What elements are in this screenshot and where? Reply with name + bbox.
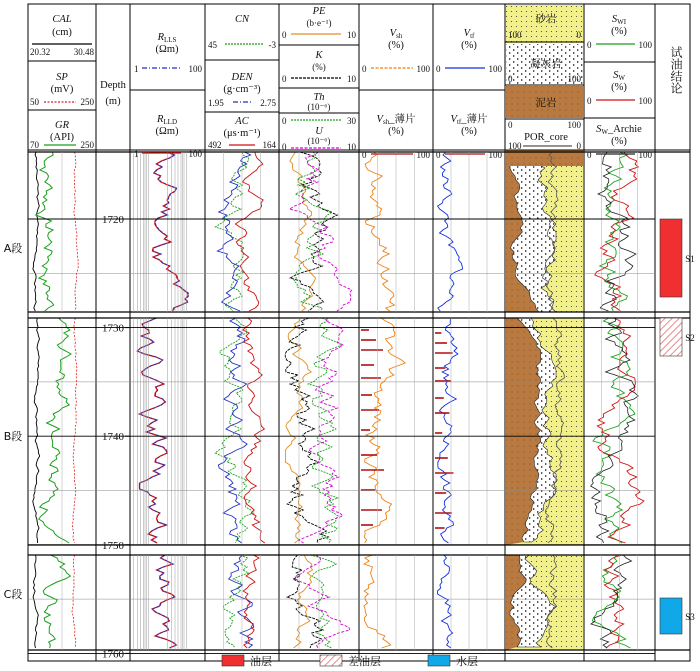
vsh-name: Vsh bbox=[389, 28, 403, 40]
den-name: DEN bbox=[231, 72, 253, 83]
litho-mud-min: 0 bbox=[508, 120, 513, 130]
sw-name: SW bbox=[613, 70, 625, 82]
pe-max: 10 bbox=[347, 30, 356, 40]
vtf-curve bbox=[438, 152, 463, 311]
legend-oil-swatch bbox=[222, 655, 244, 666]
gr-curve bbox=[36, 152, 54, 311]
cal-curve bbox=[33, 318, 40, 543]
litho-tuff-label: 凝灰岩 bbox=[530, 59, 562, 70]
gr-unit: (API) bbox=[50, 132, 74, 143]
sw-max: 100 bbox=[638, 96, 652, 106]
gr-name: GR bbox=[55, 120, 69, 131]
sp-unit: (mV) bbox=[50, 84, 74, 95]
vtf-min: 0 bbox=[436, 64, 441, 74]
vtf-unit: (%) bbox=[461, 40, 477, 51]
result-label: S3 bbox=[685, 612, 695, 622]
rlld-unit: (Ωm) bbox=[155, 126, 179, 137]
segment-label: C段 bbox=[3, 588, 23, 601]
legend-water-label: 水层 bbox=[456, 655, 478, 668]
swi-curve bbox=[592, 555, 630, 648]
depth-name: Depth bbox=[100, 80, 126, 91]
por-max: 0 bbox=[576, 141, 581, 151]
gr-max: 250 bbox=[80, 140, 94, 150]
vsh-thin-min: 0 bbox=[362, 150, 367, 160]
cn-name: CN bbox=[234, 14, 250, 25]
u-curve bbox=[299, 318, 344, 543]
vtf-thin-min: 0 bbox=[436, 150, 441, 160]
vtf-thin-max: 100 bbox=[488, 150, 502, 160]
depth-label: 1750 bbox=[102, 539, 124, 552]
result-water-box bbox=[660, 598, 682, 634]
u-curve bbox=[295, 555, 350, 648]
segment-label: A段 bbox=[3, 242, 23, 255]
ac-name: AC bbox=[235, 116, 249, 127]
gr-curve bbox=[43, 555, 70, 648]
vtf-thin-unit: (%) bbox=[461, 126, 477, 137]
result-label: S1 bbox=[685, 254, 695, 264]
sw-archie-curve bbox=[598, 152, 636, 311]
sw-archie-curve bbox=[591, 555, 632, 648]
cn-min: 45 bbox=[208, 40, 217, 50]
k-curve bbox=[285, 318, 328, 543]
depth-label: 1740 bbox=[102, 431, 124, 444]
sp-curve bbox=[74, 152, 78, 311]
sw-archie-min: 0 bbox=[587, 150, 592, 160]
sw-archie-name: SW_Archie bbox=[596, 124, 642, 136]
litho-sand-min: 100 bbox=[508, 30, 522, 40]
gr-curve bbox=[39, 318, 71, 543]
por-min: 100 bbox=[508, 141, 522, 151]
th-max: 30 bbox=[347, 116, 356, 126]
cn-curve bbox=[215, 152, 248, 311]
vsh-curve bbox=[365, 152, 394, 311]
vtf-thin-name: Vtf_薄片 bbox=[450, 114, 488, 126]
depth-label: 1720 bbox=[102, 214, 124, 226]
u-name: U bbox=[315, 126, 323, 137]
litho-tuff-min: 0 bbox=[508, 74, 513, 84]
th-curve bbox=[308, 318, 342, 543]
result-poor-oil-box bbox=[660, 318, 682, 356]
rlls-curve bbox=[153, 152, 189, 311]
depth-label: 1730 bbox=[102, 322, 124, 335]
rlld-name: RLLD bbox=[156, 114, 178, 126]
rlls-max: 100 bbox=[188, 64, 202, 74]
sp-min: 50 bbox=[30, 97, 39, 107]
sw-min: 0 bbox=[587, 96, 592, 106]
rlls-unit: (Ωm) bbox=[155, 44, 179, 55]
pe-curve bbox=[290, 152, 316, 311]
sp-max: 250 bbox=[80, 97, 94, 107]
swi-max: 100 bbox=[638, 40, 652, 50]
swi-min: 0 bbox=[587, 40, 592, 50]
vsh-min: 0 bbox=[362, 64, 367, 74]
litho-tuff-max: 100 bbox=[567, 74, 581, 84]
segment-label: B段 bbox=[3, 430, 23, 443]
legend-poor-oil-label: 差油层 bbox=[348, 655, 381, 668]
ac-max: 164 bbox=[262, 140, 276, 150]
legend-water-swatch bbox=[428, 655, 450, 666]
swi-name: SWI bbox=[611, 14, 627, 26]
ac-unit: (μs·m⁻¹) bbox=[223, 128, 261, 139]
ac-curve bbox=[243, 555, 259, 648]
result-oil-box bbox=[660, 219, 682, 297]
litho-mud-max: 100 bbox=[567, 120, 581, 130]
sp-curve bbox=[72, 555, 76, 648]
gr-min: 70 bbox=[30, 140, 39, 150]
legend-oil-label: 油层 bbox=[250, 655, 272, 668]
rlls-name: RLLS bbox=[157, 32, 177, 44]
vtf-curve bbox=[438, 555, 453, 648]
cal-max: 30.48 bbox=[73, 47, 94, 57]
ac-curve bbox=[243, 318, 265, 543]
pe-name: PE bbox=[312, 6, 326, 17]
cal-min: 20.32 bbox=[30, 47, 51, 57]
den-min: 1.95 bbox=[208, 98, 224, 108]
sp-name: SP bbox=[56, 72, 68, 83]
th-min: 0 bbox=[282, 116, 287, 126]
vsh-thin-unit: (%) bbox=[388, 126, 404, 137]
conclusion-header: 试油结论 bbox=[669, 46, 683, 94]
k-curve bbox=[287, 555, 323, 648]
sw-archie-max: 100 bbox=[638, 150, 652, 160]
sw-archie-unit: (%) bbox=[611, 136, 627, 147]
swi-unit: (%) bbox=[611, 26, 627, 37]
vsh-unit: (%) bbox=[388, 40, 404, 51]
cn-max: -3 bbox=[268, 40, 276, 50]
den-unit: (g·cm⁻³) bbox=[223, 84, 261, 95]
vtf-max: 100 bbox=[488, 64, 502, 74]
u-min: 0 bbox=[282, 142, 287, 152]
rlls-curve bbox=[153, 555, 177, 648]
u-unit: (10⁻⁶) bbox=[307, 136, 331, 146]
u-max: 10 bbox=[347, 142, 356, 152]
rlld-max: 100 bbox=[188, 149, 202, 159]
vsh-thin-name: Vsh_薄片 bbox=[376, 114, 416, 126]
k-min: 0 bbox=[282, 74, 287, 84]
vtf-curve bbox=[438, 318, 458, 543]
th-curve bbox=[294, 152, 332, 311]
th-unit: (10⁻⁶) bbox=[307, 102, 331, 112]
pe-curve bbox=[285, 318, 311, 543]
cn-curve bbox=[224, 555, 249, 648]
rlls-curve bbox=[137, 318, 167, 543]
por-name: POR_core bbox=[524, 132, 568, 143]
depth-label: 1760 bbox=[102, 648, 124, 661]
ac-min: 492 bbox=[208, 140, 222, 150]
cal-name: CAL bbox=[52, 14, 72, 25]
vtf-name: Vtf bbox=[463, 28, 475, 40]
sp-curve bbox=[72, 318, 77, 543]
pe-min: 0 bbox=[282, 30, 287, 40]
pe-unit: (b·e⁻¹) bbox=[306, 18, 332, 28]
rlld-min: 1 bbox=[134, 149, 139, 159]
vsh-thin-max: 100 bbox=[416, 150, 430, 160]
den-curve bbox=[218, 318, 247, 543]
litho-mud-label: 泥岩 bbox=[535, 98, 557, 109]
rlls-min: 1 bbox=[134, 64, 139, 74]
result-label: S2 bbox=[685, 333, 695, 343]
cal-curve bbox=[33, 555, 38, 648]
th-curve bbox=[311, 555, 337, 648]
sw-archie-curve bbox=[591, 318, 639, 543]
litho-sand-max: 0 bbox=[576, 30, 581, 40]
k-max: 10 bbox=[347, 74, 356, 84]
den-max: 2.75 bbox=[260, 98, 276, 108]
k-unit: (%) bbox=[312, 62, 326, 72]
sw-unit: (%) bbox=[611, 82, 627, 93]
vsh-max: 100 bbox=[416, 64, 430, 74]
legend-poor-oil-swatch bbox=[320, 655, 342, 666]
th-name: Th bbox=[313, 92, 325, 103]
cal-curve bbox=[33, 152, 39, 311]
k-name: K bbox=[315, 50, 323, 61]
litho-sand-label: 砂岩 bbox=[535, 14, 557, 25]
cal-unit: (cm) bbox=[52, 27, 72, 38]
depth-unit: (m) bbox=[105, 96, 121, 107]
